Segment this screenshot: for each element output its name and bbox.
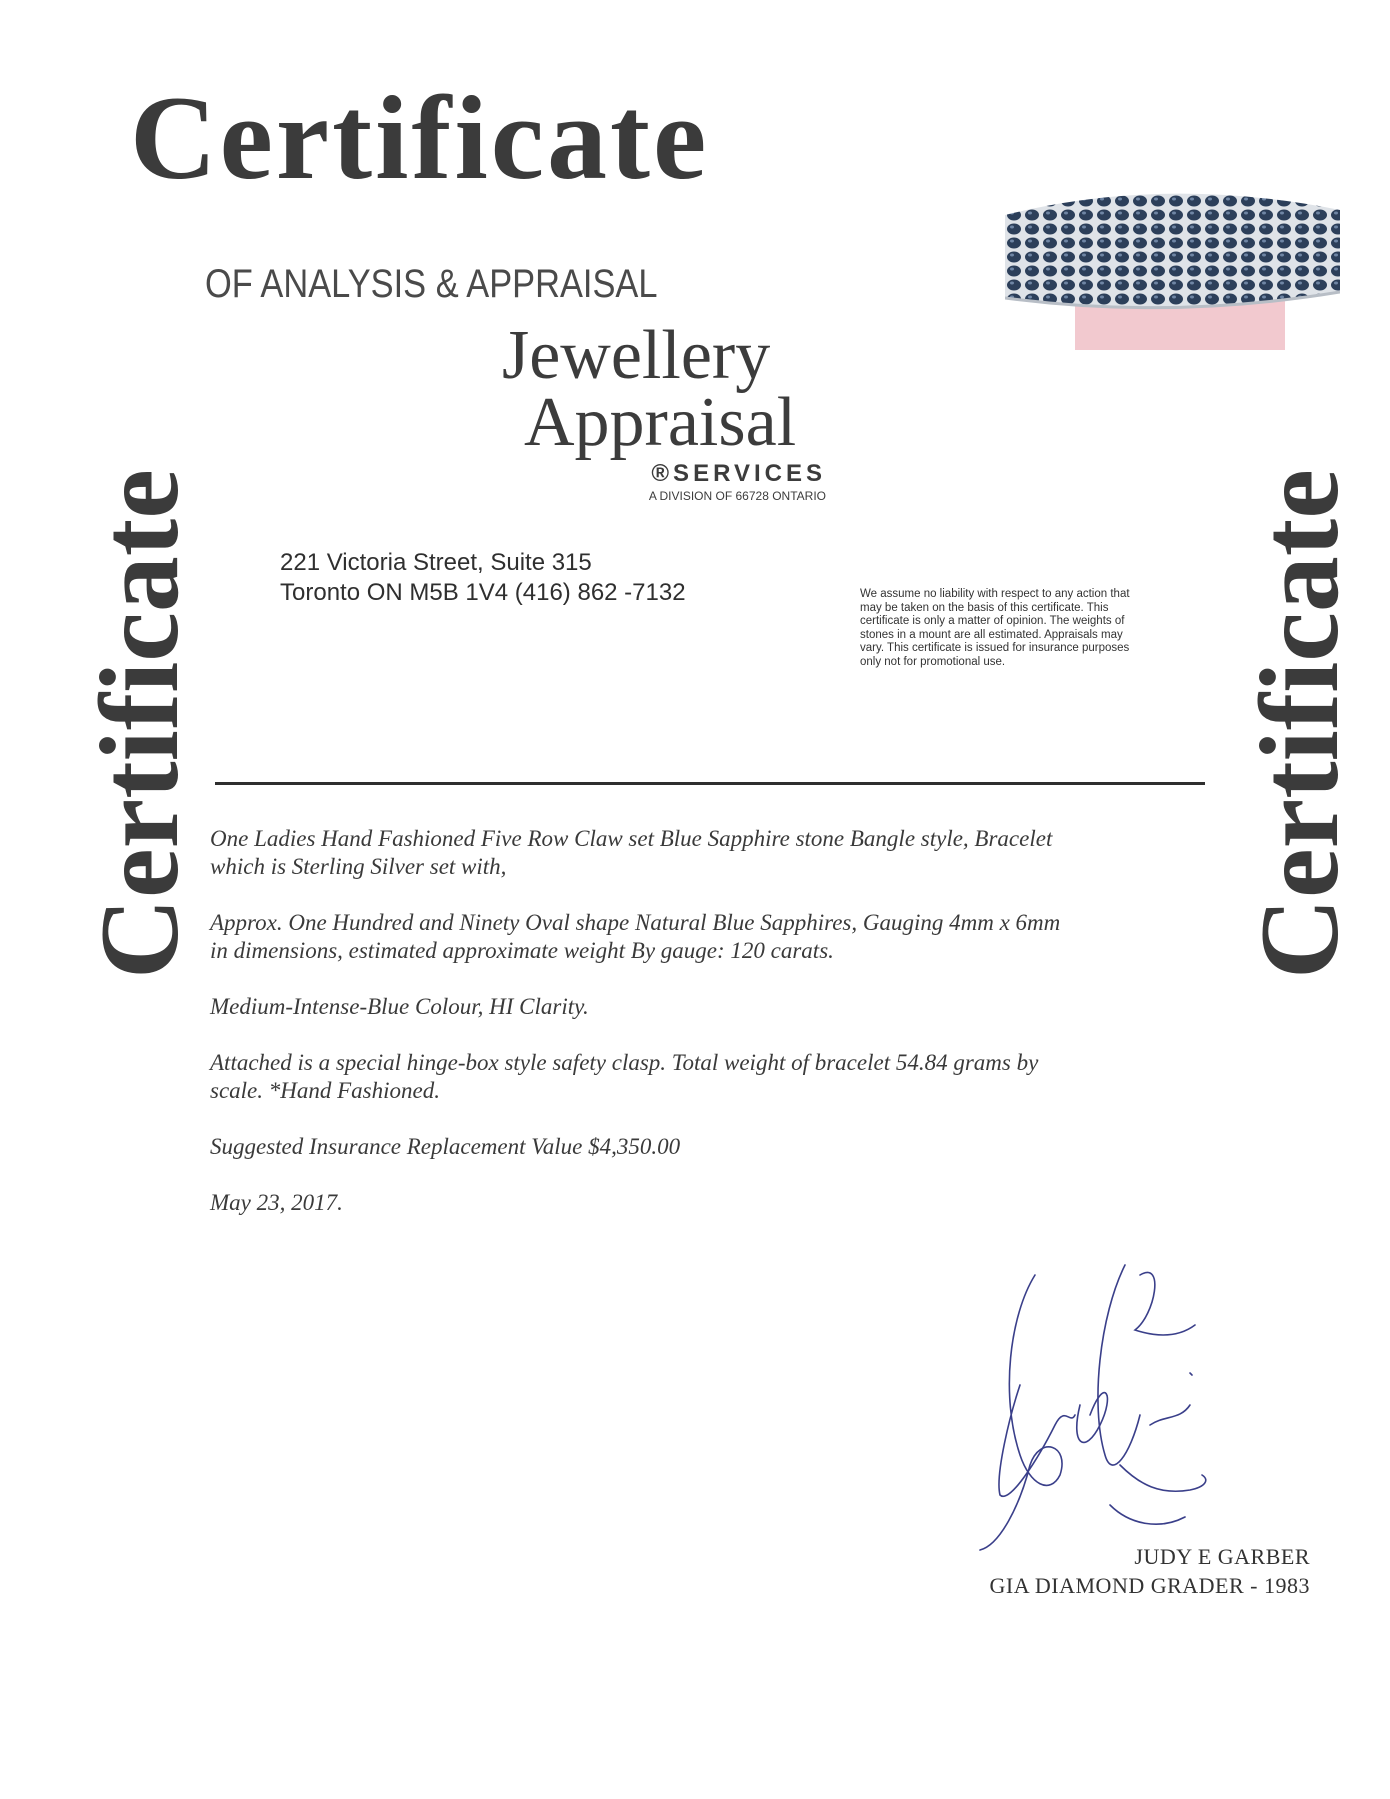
company-address bbox=[280, 548, 686, 608]
logo-line-appraisal: Appraisal bbox=[524, 384, 797, 461]
address-line-1: 221 Victoria Street, Suite 315 bbox=[280, 549, 592, 576]
signer-block bbox=[920, 1542, 1310, 1600]
description-colour: Medium-Intense-Blue Colour, HI Clarity. bbox=[210, 994, 589, 1019]
liability-disclaimer: We assume no liability with respect to any action that may be taken on the basis of this certificate. This certificate is only a matter of opinion. The weights of stones in a mount are all estimated. Appraisals may vary. This certificate is issued for insurance purposes only not for promotional use. bbox=[860, 588, 1130, 668]
logo-services: ®SERVICES bbox=[651, 460, 826, 487]
appraisal-description bbox=[210, 825, 1070, 1245]
certificate-subtitle: OF ANALYSIS & APPRAISAL bbox=[205, 262, 658, 306]
description-clasp: Attached is a special hinge-box style safety clasp. Total weight of bracelet 54.84 grams by scale. *Hand Fashioned. bbox=[210, 1050, 1039, 1103]
logo-division: A DIVISION OF 66728 ONTARIO bbox=[648, 489, 826, 503]
side-title-right: Certificate bbox=[1238, 469, 1362, 979]
logo-line-jewellery: Jewellery bbox=[502, 317, 771, 394]
certificate-date: May 23, 2017. bbox=[210, 1190, 343, 1215]
side-title-left: Certificate bbox=[78, 469, 202, 979]
address-line-2: Toronto ON M5B 1V4 (416) 862 -7132 bbox=[280, 579, 686, 606]
insurance-value: Suggested Insurance Replacement Value $4,350.00 bbox=[210, 1134, 681, 1159]
bracelet-photo bbox=[1005, 180, 1340, 350]
signature bbox=[940, 1255, 1220, 1555]
signer-name: JUDY E GARBER bbox=[1134, 1544, 1310, 1569]
divider-rule bbox=[215, 782, 1205, 785]
description-item: One Ladies Hand Fashioned Five Row Claw set Blue Sapphire stone Bangle style, Bracelet which is Sterling Silver set with, bbox=[210, 826, 1053, 879]
signer-credential: GIA DIAMOND GRADER - 1983 bbox=[989, 1573, 1310, 1598]
certificate-title: Certificate bbox=[130, 71, 710, 204]
company-logo bbox=[480, 317, 840, 503]
description-stones: Approx. One Hundred and Ninety Oval shape Natural Blue Sapphires, Gauging 4mm x 6mm in dimensions, estimated approximate weight By gauge: 120 carats. bbox=[210, 910, 1061, 963]
